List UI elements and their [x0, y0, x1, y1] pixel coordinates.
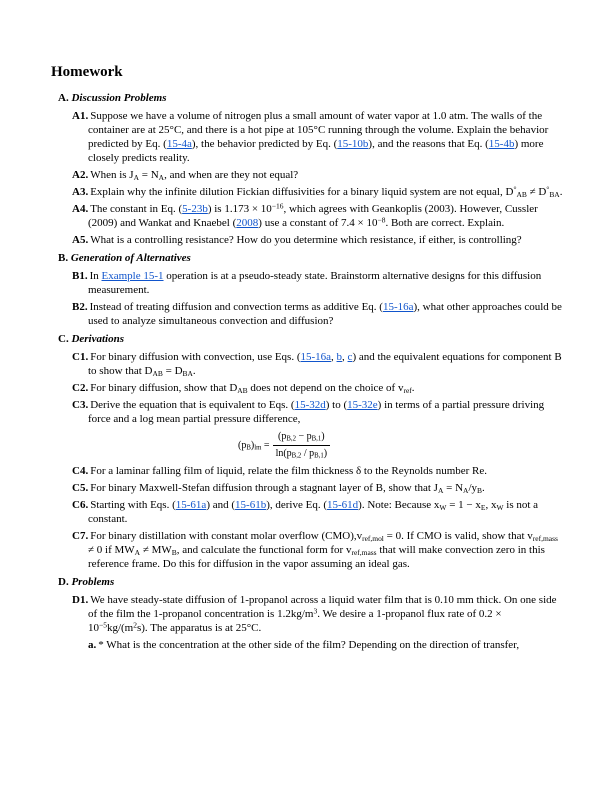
text-run: . We desire a 1-propanol flux rate of 0.2 × 10 [88, 608, 502, 634]
subscript-text: ref,mol [362, 533, 384, 543]
fraction-numerator [273, 430, 331, 446]
problem-c3 [72, 398, 564, 461]
text-run: For a laminar falling film of liquid, relate the film thickness δ to the Reynolds number Re. [90, 465, 488, 477]
problem-text [88, 499, 538, 525]
problem-label: B2. [72, 301, 88, 313]
text-run: Explain why the infinite dilution Fickian diffusivities for a binary liquid system are not equal, D [90, 186, 514, 198]
problem-c6 [72, 498, 564, 526]
subscript-text: A [437, 485, 444, 495]
section-heading [58, 576, 564, 588]
superscript-text: ° [546, 184, 550, 194]
text-run: , which agrees with Geankoplis (2003). However, Cussler (2009) and Wankat and Knaebel ( [88, 203, 538, 229]
cross-reference-link[interactable]: c [347, 351, 353, 363]
text-run: ) and ( [206, 499, 236, 511]
text-run: Derive the equation that is equivalent to Eqs. ( [90, 399, 295, 411]
section-derivations [51, 333, 564, 571]
text-run: = N [443, 482, 464, 494]
problem-label: C1. [72, 351, 89, 363]
text-run: = N [139, 169, 159, 181]
text-run: (p [278, 431, 287, 442]
subscript-text: B [246, 444, 251, 452]
problem-label: A3. [72, 186, 89, 198]
problem-a4 [72, 202, 564, 230]
text-run: ) more closely predicts reality. [88, 138, 544, 164]
problem-label: C2. [72, 382, 89, 394]
problem-label: C4. [72, 465, 89, 477]
problem-b2 [72, 300, 564, 328]
subscript-text: AB [237, 385, 248, 395]
problem-text [90, 382, 414, 394]
text-run: does not depend on the choice of v [247, 382, 404, 394]
subscript-text: A [463, 485, 469, 495]
text-run: . [481, 482, 485, 494]
problem-label: C6. [72, 499, 89, 511]
cross-reference-link[interactable]: b [336, 351, 343, 363]
fraction-denominator [273, 446, 331, 461]
problem-c1 [72, 350, 564, 378]
cross-reference-link[interactable]: 15-61d [326, 499, 359, 511]
superscript-text: −5 [99, 620, 107, 630]
subscript-text: A [133, 172, 139, 182]
problem-a1 [72, 109, 564, 165]
problem-label: C3. [72, 399, 89, 411]
problem-text [88, 399, 544, 425]
text-run: ) and the equivalent equations for component B to show that D [88, 351, 562, 377]
problem-text [88, 301, 562, 327]
fraction [273, 430, 331, 461]
cross-reference-link[interactable]: 15-16a [382, 301, 414, 313]
problem-text [88, 203, 538, 229]
problem-label: C7. [72, 530, 89, 542]
section-heading [58, 252, 564, 264]
problem-a5 [72, 233, 564, 247]
text-run: ) in terms of a partial pressure driving force and a log mean partial pressure difference, [88, 399, 545, 425]
text-run: ) [250, 439, 255, 451]
cross-reference-link[interactable]: 15-61a [175, 499, 207, 511]
section-problems [51, 576, 564, 652]
cross-reference-link[interactable]: 15-10b [337, 138, 369, 150]
text-run: ≠ MW [140, 544, 172, 556]
section-title: Problems [71, 576, 115, 588]
page-title: Homework [51, 64, 123, 80]
text-run: For binary diffusion with convection, use Eqs. ( [90, 351, 301, 363]
text-run: For binary diffusion, show that D [90, 382, 238, 394]
subscript-text: AB [152, 368, 163, 378]
problem-text [90, 186, 562, 198]
section-label: B. [58, 252, 69, 264]
subscript-text: A [134, 547, 141, 557]
problem-text [90, 234, 521, 246]
superscript-text: ° [513, 184, 517, 194]
section-title: Generation of Alternatives [70, 252, 191, 264]
section-discussion-problems [51, 92, 564, 247]
text-run: What is a controlling resistance? How do you determine which resistance, if either, is controlling? [90, 234, 522, 246]
text-run: operation is at a pseudo-steady state. Brainstorm alternative designs for this diffusion measurement. [88, 270, 542, 296]
subscript-text: B,2 [291, 452, 302, 460]
text-run: ) to ( [325, 399, 348, 411]
section-label: C. [58, 333, 69, 345]
equation-log-mean-partial-pressure [238, 430, 564, 461]
text-run: = D [162, 365, 183, 377]
cross-reference-link[interactable]: 15-32e [347, 399, 378, 411]
problem-b1 [72, 269, 564, 297]
text-run: The constant in Eq. ( [90, 203, 183, 215]
subproblem-d1a [88, 638, 564, 652]
superscript-text: 2 [133, 620, 137, 630]
text-run: ≠ 0 if MW [88, 544, 135, 556]
text-run: ) use a constant of 7.4 × 10 [258, 217, 378, 229]
subscript-text: B [171, 547, 177, 557]
text-run: ), what other approaches could be used to analyze simultaneous convection and diffusion? [88, 301, 562, 327]
subscript-text: ref [403, 385, 412, 395]
problem-label: C5. [72, 482, 89, 494]
text-run: ) is 1.173 × 10 [207, 203, 272, 215]
subscript-text: E [480, 502, 486, 512]
subscript-text: B,1 [314, 452, 324, 460]
subproblem-text [98, 639, 519, 651]
problem-label: A5. [72, 234, 89, 246]
text-run: is not a constant. [88, 499, 539, 525]
text-run: , [331, 351, 337, 363]
text-run: / p [301, 448, 315, 459]
text-run: Instead of treating diffusion and convection terms as additive Eq. ( [89, 301, 383, 313]
subscript-text: ref,mass [351, 547, 377, 557]
cross-reference-link[interactable]: 2008 [236, 217, 259, 229]
text-run: ), the behavior predicted by Eq. ( [191, 138, 338, 150]
subscript-text: W [439, 502, 447, 512]
problem-text [90, 169, 298, 181]
text-run: that will make convection zero in this reference frame. Do this for diffusion in the vapor assuming an ideal gas. [88, 544, 545, 570]
problem-d1 [72, 593, 564, 652]
text-run: ), and the reasons that Eq. ( [368, 138, 489, 150]
superscript-text: −16 [271, 201, 284, 211]
text-run: = [261, 439, 270, 451]
subscript-text: B,2 [286, 435, 296, 443]
problem-text [90, 465, 487, 477]
text-run: = 1 − x [446, 499, 481, 511]
superscript-text: −8 [377, 215, 386, 225]
text-run: , and calculate the functional form for v [176, 544, 352, 556]
problem-text [88, 530, 558, 570]
text-run: For binary distillation with constant molar overflow (CMO),v [90, 530, 363, 542]
problem-text [88, 110, 548, 164]
text-run: kg/(m [106, 622, 134, 634]
text-run: In [89, 270, 102, 282]
problem-text [90, 482, 485, 494]
subscript-text: B [477, 485, 482, 495]
superscript-text: 3 [313, 606, 318, 616]
text-run: s). The apparatus is at 25°C. [136, 622, 262, 634]
cross-reference-link[interactable]: 15-61b [235, 499, 267, 511]
problem-c4 [72, 464, 564, 478]
text-run: We have steady-state diffusion of 1-propanol across a liquid water film that is 0.10 mm thick. On one side of the film the 1-propanol concentration is 1.2kg/m [88, 594, 557, 620]
text-run: . [192, 365, 196, 377]
text-run: /y [468, 482, 477, 494]
problem-a3 [72, 185, 564, 199]
text-run: ). Note: Because x [358, 499, 440, 511]
text-run: , and when are they not equal? [164, 169, 299, 181]
problem-text [88, 270, 541, 296]
text-run: ≠ D [526, 186, 547, 198]
problem-text [88, 594, 557, 634]
cross-reference-link[interactable]: Example 15-1 [101, 270, 164, 282]
section-title: Derivations [71, 333, 125, 345]
cross-reference-link[interactable]: 15-32d [294, 399, 326, 411]
section-heading [58, 92, 564, 104]
text-run: ) [323, 448, 328, 459]
section-title: Discussion Problems [71, 92, 167, 104]
equation-lhs [238, 439, 270, 453]
problem-label: A2. [72, 169, 89, 181]
section-label: D. [58, 576, 69, 588]
problem-label: D1. [72, 594, 89, 606]
text-run: ln(p [275, 448, 292, 459]
section-label: A. [58, 92, 69, 104]
text-run: , [342, 351, 348, 363]
subscript-text: AB [516, 189, 527, 199]
cross-reference-link[interactable]: 15-4a [166, 138, 192, 150]
text-run: For binary Maxwell-Stefan diffusion through a stagnant layer of B, show that J [90, 482, 438, 494]
problem-a2 [72, 168, 564, 182]
text-run: , x [485, 499, 497, 511]
text-run: Starting with Eqs. ( [90, 499, 176, 511]
problem-c5 [72, 481, 564, 495]
text-run: ) [321, 431, 325, 442]
subscript-text: A [158, 172, 165, 182]
problem-text [88, 351, 562, 377]
text-run: * What is the concentration at the other side of the film? Depending on the direction of transfer, [98, 639, 520, 651]
text-run: = 0. If CMO is valid, show that v [383, 530, 533, 542]
subscript-text: ref,mass [532, 533, 558, 543]
text-run: . [559, 186, 563, 198]
text-run: − p [296, 431, 312, 442]
problem-label: A4. [72, 203, 89, 215]
problem-label: A1. [72, 110, 89, 122]
text-run: (p [238, 439, 247, 451]
text-run: ), derive Eq. ( [266, 499, 327, 511]
problem-c2 [72, 381, 564, 395]
subscript-text: W [496, 502, 504, 512]
text-run: . [411, 382, 415, 394]
subscript-text: B,1 [311, 435, 322, 443]
cross-reference-link[interactable]: 15-4b [488, 138, 515, 150]
cross-reference-link[interactable]: 5-23b [182, 203, 208, 215]
subscript-text: BA [549, 189, 560, 199]
section-heading [58, 333, 564, 345]
subscript-text: lm [254, 444, 262, 452]
subproblem-label: a. [88, 639, 97, 651]
section-generation-of-alternatives [51, 252, 564, 328]
problem-c7 [72, 529, 564, 571]
cross-reference-link[interactable]: 15-16a [300, 351, 332, 363]
text-run: Suppose we have a volume of nitrogen plus a small amount of water vapor at 1.0 atm. The walls of the container are at 25°C, and there is a hot pipe at 105°C running through the volume. Explain the behavior predicted by Eq. ( [88, 110, 549, 150]
text-run: . Both are correct. Explain. [385, 217, 505, 229]
problem-label: B1. [72, 270, 88, 282]
subscript-text: BA [182, 368, 193, 378]
text-run: When is J [90, 169, 134, 181]
